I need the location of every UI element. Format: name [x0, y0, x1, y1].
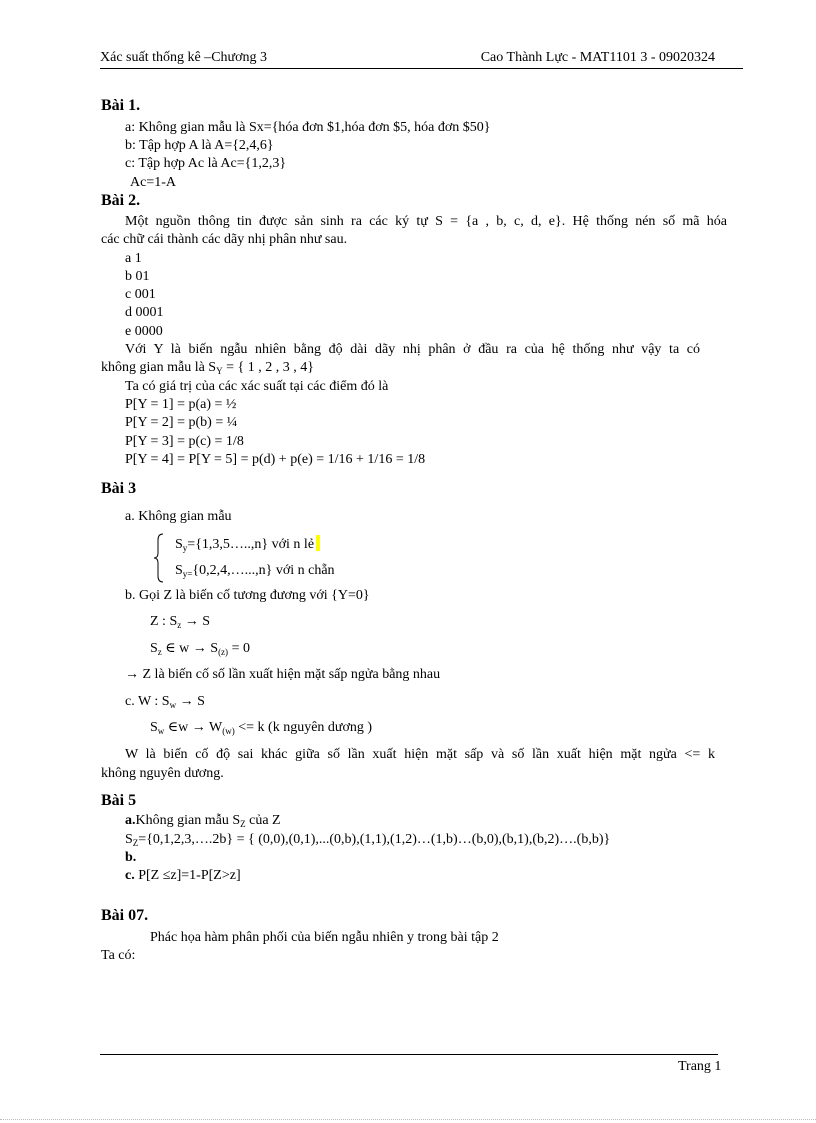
bai2-y-line1: Với Y là biến ngẫu nhiên bằng độ dài dãy nhị phân ở đầu ra của hệ thống như vậy ta có [125, 342, 700, 357]
bai5-b: b. [125, 850, 137, 865]
bai3-w-line1: W là biến cố độ sai khác giữa số lần xuất hiện mặt sấp và số lần xuất hiện mặt ngửa <= k [125, 747, 715, 762]
bai2-code-e: e 0000 [125, 324, 163, 339]
bai1-b: b: Tập hợp A là A={2,4,6} [125, 138, 274, 153]
page-number: Trang 1 [678, 1059, 722, 1074]
bai5-title: Bài 5 [101, 792, 137, 809]
header-right: Cao Thành Lực - MAT1101 3 - 09020324 [480, 50, 715, 65]
bai7-line1: Phác họa hàm phân phối của biến ngẫu nhiên y trong bài tập 2 [150, 930, 499, 945]
page-bottom-edge [0, 1119, 816, 1120]
bai3-a: a. Không gian mẫu [125, 509, 232, 524]
bai5-c: c. P[Z ≤z]=1-P[Z>z] [125, 868, 241, 883]
bai3-w-line2: không nguyên dương. [101, 766, 224, 781]
bai3-z-conclusion: → Z là biến cố số lần xuất hiện mặt sấp ngửa bằng nhau [125, 667, 441, 682]
page-header [100, 50, 743, 69]
header-left: Xác suất thống kê –Chương 3 [100, 50, 268, 65]
bai2-code-a: a 1 [125, 251, 142, 266]
bai1-a: a: Không gian mẫu là Sx={hóa đơn $1,hóa đơn $5, hóa đơn $50} [125, 120, 491, 135]
bai2-code-c: c 001 [125, 287, 156, 302]
bai2-p-intro: Ta có giá trị của các xác suất tại các điểm đó là [125, 379, 389, 394]
bai2-intro-line1: Một nguồn thông tin được sản sinh ra các ký tự S = {a , b, c, d, e}. Hệ thống nén số mã hóa [125, 214, 727, 229]
highlight-mark [316, 535, 320, 551]
left-brace-icon [154, 533, 164, 583]
bai2-y-line2: không gian mẫu là $S_Y$ = { 1 , 2 , 3 , 4} [101, 360, 314, 376]
bai3-title: Bài 3 [101, 480, 137, 497]
bai2-p3: P[Y = 3] = p(c) = 1/8 [125, 434, 244, 449]
bai2-p4: P[Y = 4] = P[Y = 5] = p(d) + p(e) = 1/16 + 1/16 = 1/8 [125, 452, 426, 467]
bai1-title: Bài 1. [101, 97, 141, 114]
bai2-code-d: d 0001 [125, 305, 164, 320]
bai2-title: Bài 2. [101, 192, 141, 209]
bai2-code-b: b 01 [125, 269, 150, 284]
bai2-p2: P[Y = 2] = p(b) = ¼ [125, 415, 238, 430]
bai3-z-mapping: Z : $S_z \to S$ [150, 614, 211, 630]
bai2-intro-line2: các chữ cái thành các dãy nhị phân như sau. [101, 232, 348, 247]
bai3-c-condition: $S_w$ ∈w → $W_{(w)} <= k$ (k nguyên dương ) [150, 720, 373, 736]
bai3-z-condition: $S_z$ ∈ $w \to S_{(z)} = 0$ [150, 641, 250, 657]
bai3-c-mapping: c. W : $S_w \to S$ [125, 694, 205, 710]
bai5-a: a.Không gian mẫu $S_Z$ của Z [125, 813, 281, 829]
bai3-sample-odd: $S_y=\{1,3,5\dots..,n\}$ với n lẻ [175, 535, 320, 554]
footer-divider [100, 1054, 718, 1055]
bai1-c: c: Tập hợp Ac là Ac={1,2,3} [125, 156, 287, 171]
bai5-sz: $S_Z=\{0,1,2,3,\dots.2b\}$ = { (0,0),(0,1),...(0,b),(1,1),(1,2)…(1,b)…(b,0),(b,1),(b,2)….(b,b)} [125, 832, 611, 848]
bai3-sample-even: $S_{y=}\{0,2,4,\dots...,n\}$ với n chẵn [175, 563, 335, 579]
bai2-p1: P[Y = 1] = p(a) = ½ [125, 397, 237, 412]
bai3-b: b. Gọi Z là biến cố tương đương với {Y=0} [125, 588, 370, 603]
bai7-line2: Ta có: [101, 948, 136, 963]
bai1-d: Ac=1-A [130, 175, 176, 190]
bai7-title: Bài 07. [101, 907, 149, 924]
